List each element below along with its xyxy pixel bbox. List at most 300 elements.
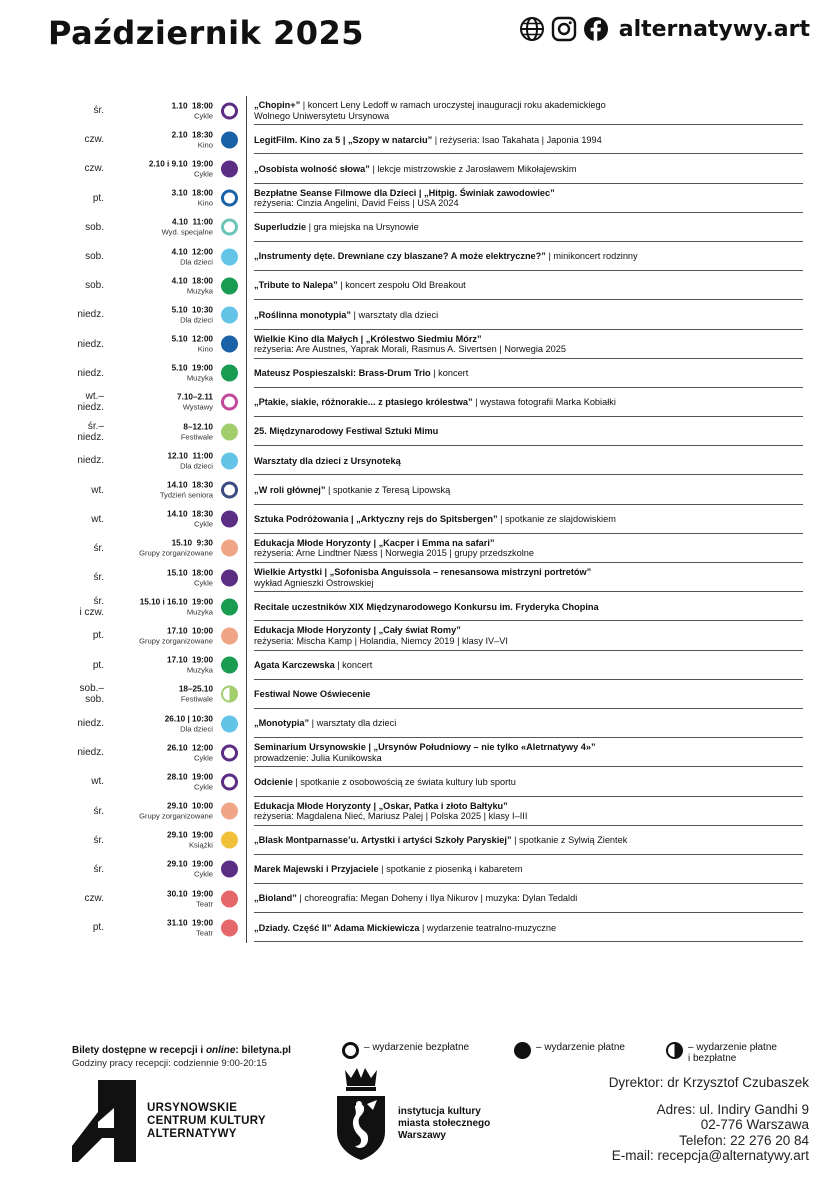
event-title: „Tribute to Nalepa” bbox=[254, 280, 338, 291]
event-day: śr.– niedz. bbox=[77, 420, 104, 443]
ucka-name bbox=[147, 1102, 266, 1141]
event-description bbox=[254, 271, 803, 300]
event-category: Kino bbox=[197, 198, 213, 208]
reception-hours: Godziny pracy recepcji: codziennie 9:00-20:15 bbox=[72, 1058, 267, 1069]
event-title: Seminarium Ursynowskie | „Ursynów Południowy – nie tylko «Aletrnatywy 4»” bbox=[254, 742, 596, 753]
event-date: 30.10 19:00 bbox=[167, 889, 213, 899]
event-date: 4.10 18:00 bbox=[171, 276, 213, 286]
event-details: | spotkanie z Teresą Lipowską bbox=[325, 484, 451, 495]
event-date: 14.10 18:30 bbox=[167, 509, 213, 519]
event-description bbox=[254, 446, 803, 475]
event-description bbox=[254, 913, 803, 942]
event-when bbox=[0, 918, 213, 937]
event-description-line1 bbox=[254, 135, 803, 146]
ucka-logo bbox=[72, 1078, 292, 1168]
event-type-icon bbox=[221, 627, 238, 644]
event-type-icon bbox=[221, 540, 238, 557]
event-description bbox=[254, 884, 803, 913]
event-when bbox=[0, 364, 213, 383]
legend-mixed-line2: i bezpłatne bbox=[688, 1053, 737, 1064]
event-description bbox=[254, 475, 803, 504]
event-details: | spotkanie ze slajdowiskiem bbox=[497, 513, 616, 524]
event-title: Edukacja Młode Horyzonty | „Cały świat Romy” bbox=[254, 625, 461, 636]
event-description bbox=[254, 709, 803, 738]
event-description-line2: reżyseria: Magdalena Nieć, Mariusz Palej | Polska 2025 | klasy I–III bbox=[254, 811, 528, 822]
event-category: Teatr bbox=[196, 928, 213, 938]
event-date: 2.10 i 9.10 19:00 bbox=[148, 159, 213, 169]
event-day: niedz. bbox=[77, 367, 104, 379]
event-category: Muzyka bbox=[186, 607, 213, 617]
legend-free bbox=[342, 1042, 469, 1059]
event-type-icon bbox=[221, 657, 238, 674]
event-category: Kino bbox=[197, 140, 213, 150]
event-when bbox=[0, 422, 213, 441]
globe-icon[interactable] bbox=[519, 16, 545, 42]
event-when bbox=[0, 218, 213, 237]
event-when bbox=[0, 772, 213, 791]
event-type-icon bbox=[221, 248, 238, 265]
event-day: wt.– niedz. bbox=[77, 391, 104, 414]
event-description-line1 bbox=[254, 456, 803, 467]
event-day: pt. bbox=[92, 630, 104, 642]
event-description-line1 bbox=[254, 801, 803, 812]
event-type-icon bbox=[221, 277, 238, 294]
event-description bbox=[254, 154, 803, 183]
event-date: 29.10 19:00 bbox=[167, 859, 213, 869]
event-when bbox=[0, 481, 213, 500]
event-description-line1 bbox=[254, 100, 803, 111]
event-title: LegitFilm. Kino za 5 | „Szopy w natarciu” bbox=[254, 134, 433, 145]
event-description-line2: reżyseria: Arne Lindtner Næss | Norwegia 2015 | grupy przedszkolne bbox=[254, 548, 535, 559]
event-category: Cykle bbox=[194, 169, 213, 179]
event-when bbox=[0, 568, 213, 587]
event-row bbox=[58, 709, 803, 738]
legend-mixed-label bbox=[688, 1042, 777, 1064]
event-details: | gra miejska na Ursynowie bbox=[306, 222, 419, 233]
event-description-line1 bbox=[254, 718, 803, 729]
event-when bbox=[0, 159, 213, 178]
event-category: Kino bbox=[197, 344, 213, 354]
event-description bbox=[254, 855, 803, 884]
event-when bbox=[0, 247, 213, 266]
event-when bbox=[0, 889, 213, 908]
event-when bbox=[0, 101, 213, 120]
event-row bbox=[58, 884, 803, 913]
event-when bbox=[0, 860, 213, 879]
tickets-text-a: Bilety dostępne w recepcji i bbox=[72, 1045, 206, 1056]
event-day: pt. bbox=[92, 659, 104, 671]
event-details: | koncert bbox=[334, 659, 373, 670]
event-title: Festiwal Nowe Oświecenie bbox=[254, 689, 371, 700]
event-row bbox=[58, 826, 803, 855]
event-title: Marek Majewski i Przyjaciele bbox=[254, 864, 379, 875]
event-description-line1 bbox=[254, 251, 803, 262]
event-row bbox=[58, 475, 803, 504]
event-category: Cykle bbox=[194, 869, 213, 879]
event-description bbox=[254, 388, 803, 417]
event-when bbox=[0, 656, 213, 675]
event-description-line1 bbox=[254, 514, 803, 525]
event-type-icon bbox=[221, 919, 238, 936]
legend-mixed-line1: – wydarzenie płatne bbox=[688, 1042, 777, 1053]
email[interactable]: E-mail: recepcja@alternatywy.art bbox=[611, 1148, 809, 1163]
event-description-line1 bbox=[254, 310, 803, 321]
event-day: czw. bbox=[84, 134, 104, 146]
event-category: Wyd. specjalne bbox=[161, 227, 213, 237]
event-type-icon bbox=[221, 423, 238, 440]
event-row bbox=[58, 359, 803, 388]
event-type-icon bbox=[221, 715, 238, 732]
event-day: niedz. bbox=[77, 338, 104, 350]
event-day: wt. bbox=[91, 484, 104, 496]
event-when bbox=[0, 714, 213, 733]
event-description-line2: reżyseria: Cinzia Angelini, David Feiss | USA 2024 bbox=[254, 198, 459, 209]
address-line2: 02-776 Warszawa bbox=[700, 1117, 809, 1132]
event-description-line2: reżyseria: Are Austnes, Yaprak Morali, Rasmus A. Sivertsen | Norwegia 2025 bbox=[254, 344, 567, 355]
event-description bbox=[254, 738, 803, 767]
event-description bbox=[254, 563, 803, 592]
event-description bbox=[254, 330, 803, 359]
event-row bbox=[58, 855, 803, 884]
event-category: Festiwale bbox=[180, 432, 213, 442]
ucka-name-line1: URSYNOWSKIE bbox=[147, 1102, 238, 1114]
legend-paid bbox=[514, 1042, 625, 1059]
event-details: | reżyseria: Isao Takahata | Japonia 1994 bbox=[432, 134, 602, 145]
instagram-icon[interactable] bbox=[551, 16, 577, 42]
event-details: | spotkanie z piosenką i kabaretem bbox=[378, 864, 523, 875]
event-row bbox=[58, 417, 803, 446]
legend-mixed bbox=[666, 1042, 777, 1064]
event-row bbox=[58, 388, 803, 417]
event-date: 2.10 18:30 bbox=[171, 130, 213, 140]
event-category: Grupy zorganizowane bbox=[139, 548, 213, 558]
event-description bbox=[254, 680, 803, 709]
event-details: | spotkanie z osobowością ze świata kultury lub sportu bbox=[292, 776, 516, 787]
event-details: | koncert bbox=[430, 368, 469, 379]
event-row bbox=[58, 96, 803, 125]
event-date: 26.10 | 10:30 bbox=[164, 714, 213, 724]
event-when bbox=[0, 685, 213, 704]
tickets-text-link[interactable]: : biletyna.pl bbox=[235, 1045, 291, 1056]
event-title: Superludzie bbox=[254, 222, 307, 233]
event-date: 15.10 18:00 bbox=[167, 568, 213, 578]
event-type-icon bbox=[221, 452, 238, 469]
event-category: Festiwale bbox=[180, 694, 213, 704]
event-day: śr. i czw. bbox=[79, 595, 104, 618]
event-category: Muzyka bbox=[186, 286, 213, 296]
event-description bbox=[254, 505, 803, 534]
event-category: Cykle bbox=[194, 782, 213, 792]
event-title: Mateusz Pospieszalski: Brass-Drum Trio bbox=[254, 368, 431, 379]
event-title: Wielkie Artystki | „Sofonisba Anguissola – renesansowa mistrzyni portretów” bbox=[254, 567, 592, 578]
warsaw-logo bbox=[333, 1066, 523, 1166]
event-category: Cykle bbox=[194, 578, 213, 588]
event-description-line1 bbox=[254, 777, 803, 788]
event-row bbox=[58, 271, 803, 300]
event-description-line1 bbox=[254, 835, 803, 846]
event-title: Bezpłatne Seanse Filmowe dla Dzieci | „Hitpig. Świniak zawodowiec” bbox=[254, 187, 555, 198]
event-date: 4.10 12:00 bbox=[171, 247, 213, 257]
event-when bbox=[0, 743, 213, 762]
director: Dyrektor: dr Krzysztof Czubaszek bbox=[608, 1075, 809, 1090]
phone[interactable]: Telefon: 22 276 20 84 bbox=[679, 1132, 809, 1148]
event-day: czw. bbox=[84, 163, 104, 175]
event-title: „W roli głównej” bbox=[254, 484, 326, 495]
event-when bbox=[0, 335, 213, 354]
event-category: Tydzień seniora bbox=[159, 490, 213, 500]
event-type-icon bbox=[221, 131, 238, 148]
event-date: 17.10 10:00 bbox=[167, 626, 213, 636]
event-description bbox=[254, 300, 803, 329]
page-header bbox=[48, 12, 810, 54]
event-title: Warsztaty dla dzieci z Ursynoteką bbox=[254, 455, 401, 466]
event-title: „Ptakie, siakie, różnorakie... z ptasiego królestwa” bbox=[254, 397, 473, 408]
event-type-icon bbox=[221, 890, 238, 907]
event-details: | warsztaty dla dzieci bbox=[309, 718, 397, 729]
event-row bbox=[58, 767, 803, 796]
event-date: 5.10 19:00 bbox=[171, 363, 213, 373]
event-details: | choreografia: Megan Doheny i Ilya Nikurov | muzyka: Dylan Tedaldi bbox=[296, 893, 578, 904]
event-day: sob. bbox=[85, 251, 104, 263]
event-row bbox=[58, 913, 803, 942]
event-description-line1 bbox=[254, 368, 803, 379]
ucka-name-line3: ALTERNATYWY bbox=[147, 1128, 237, 1140]
event-type-icon bbox=[221, 511, 238, 528]
event-date: 1.10 18:00 bbox=[171, 101, 213, 111]
event-when bbox=[0, 393, 213, 412]
event-row bbox=[58, 797, 803, 826]
event-details: | koncert zespołu Old Breakout bbox=[337, 280, 466, 291]
event-title: „Blask Montparnasse’u. Artystki i artyści Szkoły Paryskiej” bbox=[254, 835, 512, 846]
event-date: 15.10 9:30 bbox=[171, 538, 213, 548]
event-description bbox=[254, 826, 803, 855]
event-day: czw. bbox=[84, 893, 104, 905]
event-day: sob.– sob. bbox=[79, 683, 104, 706]
address-line1: Adres: ul. Indiry Gandhi 9 bbox=[656, 1101, 809, 1117]
event-details: | minikoncert rodzinny bbox=[545, 251, 638, 262]
event-category: Dla dzieci bbox=[180, 724, 213, 734]
event-type-icon bbox=[221, 160, 238, 177]
event-type-icon bbox=[221, 686, 238, 703]
event-description-line1 bbox=[254, 397, 803, 408]
event-when bbox=[0, 802, 213, 821]
event-description-line1 bbox=[254, 334, 803, 345]
event-category: Grupy zorganizowane bbox=[139, 811, 213, 821]
event-day: śr. bbox=[93, 834, 104, 846]
event-day: niedz. bbox=[77, 455, 104, 467]
event-description-line1 bbox=[254, 567, 803, 578]
event-row bbox=[58, 621, 803, 650]
event-row bbox=[58, 300, 803, 329]
event-description bbox=[254, 651, 803, 680]
event-category: Muzyka bbox=[186, 373, 213, 383]
tickets-text bbox=[72, 1044, 342, 1057]
event-details: | koncert Leny Ledoff w ramach uroczystej inauguracji roku akademickiego bbox=[300, 100, 606, 111]
event-description bbox=[254, 125, 803, 154]
event-title: Sztuka Podróżowania | „Arktyczny rejs do Spitsbergen” bbox=[254, 513, 498, 524]
event-row bbox=[58, 446, 803, 475]
event-description-line2: prowadzenie: Julia Kunikowska bbox=[254, 752, 382, 763]
event-row bbox=[58, 738, 803, 767]
event-title: „Dziady. Część II” Adama Mickiewicza bbox=[254, 922, 420, 933]
event-description bbox=[254, 213, 803, 242]
event-description-line1 bbox=[254, 426, 803, 437]
event-row bbox=[58, 563, 803, 592]
event-details: | wystawa fotografii Marka Kobiałki bbox=[472, 397, 616, 408]
event-when bbox=[0, 451, 213, 470]
warsaw-text-line2: miasta stołecznego bbox=[398, 1118, 491, 1129]
event-day: wt. bbox=[91, 776, 104, 788]
event-day: niedz. bbox=[77, 309, 104, 321]
event-when bbox=[0, 305, 213, 324]
event-row bbox=[58, 154, 803, 183]
event-date: 15.10 i 16.10 19:00 bbox=[139, 597, 213, 607]
event-type-icon bbox=[221, 336, 238, 353]
event-when bbox=[0, 831, 213, 850]
event-title: Recitale uczestników XIX Międzynarodowego Konkursu im. Fryderyka Chopina bbox=[254, 601, 599, 612]
event-category: Dla dzieci bbox=[180, 315, 213, 325]
event-description bbox=[254, 621, 803, 650]
event-row bbox=[58, 184, 803, 213]
event-description-line1 bbox=[254, 660, 803, 671]
event-description-line1 bbox=[254, 689, 803, 700]
event-type-icon bbox=[221, 190, 238, 207]
event-description-line1 bbox=[254, 742, 803, 753]
event-description bbox=[254, 797, 803, 826]
event-type-icon bbox=[221, 744, 238, 761]
event-type-icon bbox=[221, 773, 238, 790]
event-title: „Osobista wolność słowa” bbox=[254, 163, 370, 174]
event-details: | spotkanie z Sylwią Zientek bbox=[511, 835, 628, 846]
event-date: 7.10–2.11 bbox=[177, 392, 213, 402]
paid-event-icon bbox=[514, 1042, 531, 1059]
event-description-line1 bbox=[254, 280, 803, 291]
event-day: śr. bbox=[93, 805, 104, 817]
event-date: 17.10 19:00 bbox=[167, 655, 213, 665]
event-date: 14.10 18:30 bbox=[167, 480, 213, 490]
event-when bbox=[0, 189, 213, 208]
mixed-event-icon bbox=[666, 1042, 683, 1059]
event-description-line1 bbox=[254, 923, 803, 934]
event-when bbox=[0, 626, 213, 645]
event-description bbox=[254, 96, 803, 125]
event-day: niedz. bbox=[77, 747, 104, 759]
event-date: 5.10 12:00 bbox=[171, 334, 213, 344]
event-title: 25. Międzynarodowy Festiwal Sztuki Mimu bbox=[254, 426, 439, 437]
event-details: | warsztaty dla dzieci bbox=[351, 309, 439, 320]
event-day: sob. bbox=[85, 221, 104, 233]
event-description-line2: reżyseria: Mischa Kamp | Holandia, Niemcy 2019 | klasy IV–VI bbox=[254, 635, 508, 646]
event-type-icon bbox=[221, 219, 238, 236]
event-date: 5.10 10:30 bbox=[171, 305, 213, 315]
event-category: Grupy zorganizowane bbox=[139, 636, 213, 646]
website-link[interactable]: alternatywy.art bbox=[618, 16, 810, 42]
event-description bbox=[254, 592, 803, 621]
event-when bbox=[0, 539, 213, 558]
legend-paid-label: – wydarzenie płatne bbox=[536, 1042, 625, 1053]
event-date: 18–25.10 bbox=[178, 684, 213, 694]
event-description-line1 bbox=[254, 485, 803, 496]
event-title: Wielkie Kino dla Małych | „Królestwo Siedmiu Mórz” bbox=[254, 333, 482, 344]
event-description bbox=[254, 184, 803, 213]
event-type-icon bbox=[221, 102, 238, 119]
event-type-icon bbox=[221, 306, 238, 323]
event-day: pt. bbox=[92, 922, 104, 934]
event-type-icon bbox=[221, 832, 238, 849]
event-day: śr. bbox=[93, 863, 104, 875]
event-description-line1 bbox=[254, 164, 803, 175]
event-description-line1 bbox=[254, 625, 803, 636]
ticket-info bbox=[72, 1044, 342, 1070]
event-when bbox=[0, 276, 213, 295]
event-row bbox=[58, 213, 803, 242]
event-day: śr. bbox=[93, 105, 104, 117]
event-description-line2: wykład Agnieszki Ostrowskiej bbox=[254, 577, 374, 588]
warsaw-text bbox=[398, 1106, 490, 1142]
event-description bbox=[254, 534, 803, 563]
event-row bbox=[58, 242, 803, 271]
ucka-name-line2: CENTRUM KULTURY bbox=[147, 1115, 266, 1127]
event-date: 31.10 19:00 bbox=[167, 918, 213, 928]
event-category: Wystawy bbox=[182, 402, 213, 412]
event-category: Cykle bbox=[194, 753, 213, 763]
event-type-icon bbox=[221, 365, 238, 382]
event-category: Teatr bbox=[196, 899, 213, 909]
free-event-icon bbox=[342, 1042, 359, 1059]
event-description-line1 bbox=[254, 893, 803, 904]
warsaw-crest-icon bbox=[333, 1066, 389, 1162]
event-day: pt. bbox=[92, 192, 104, 204]
event-date: 29.10 19:00 bbox=[167, 830, 213, 840]
ucka-logo-mark-icon bbox=[72, 1078, 138, 1164]
page-title: Październik 2025 bbox=[48, 14, 365, 52]
warsaw-text-line1: instytucja kultury bbox=[398, 1106, 481, 1117]
event-title: „Roślinna monotypia” bbox=[254, 309, 351, 320]
event-day: sob. bbox=[85, 280, 104, 292]
event-category: Książki bbox=[188, 840, 213, 850]
event-date: 4.10 11:00 bbox=[172, 217, 213, 227]
event-title: „Monotypia” bbox=[254, 718, 310, 729]
event-description bbox=[254, 417, 803, 446]
event-description-line2: Wolnego Uniwersytetu Ursynowa bbox=[254, 110, 390, 121]
event-row bbox=[58, 592, 803, 621]
event-type-icon bbox=[221, 569, 238, 586]
event-title: „Instrumenty dęte. Drewniane czy blaszane? A może elektryczne?” bbox=[254, 251, 546, 262]
event-date: 29.10 10:00 bbox=[167, 801, 213, 811]
event-date: 3.10 18:00 bbox=[171, 188, 213, 198]
event-day: śr. bbox=[93, 572, 104, 584]
event-type-icon bbox=[221, 598, 238, 615]
event-type-icon bbox=[221, 482, 238, 499]
tickets-text-online: online bbox=[205, 1045, 236, 1056]
event-type-icon bbox=[221, 861, 238, 878]
event-category: Cykle bbox=[194, 519, 213, 529]
event-row bbox=[58, 534, 803, 563]
event-description-line1 bbox=[254, 188, 803, 199]
event-description bbox=[254, 767, 803, 796]
event-title: Edukacja Młode Horyzonty | „Kacper i Emma na safari” bbox=[254, 537, 495, 548]
contact-info bbox=[609, 1075, 809, 1164]
event-day: wt. bbox=[91, 513, 104, 525]
event-category: Muzyka bbox=[186, 665, 213, 675]
event-row bbox=[58, 125, 803, 154]
event-description-line1 bbox=[254, 538, 803, 549]
facebook-icon[interactable] bbox=[583, 16, 609, 42]
event-description-line1 bbox=[254, 864, 803, 875]
event-row bbox=[58, 505, 803, 534]
event-details: | lekcje mistrzowskie z Jarosławem Mikołajewskim bbox=[369, 163, 577, 174]
event-details: | wydarzenie teatralno-muzyczne bbox=[419, 922, 557, 933]
